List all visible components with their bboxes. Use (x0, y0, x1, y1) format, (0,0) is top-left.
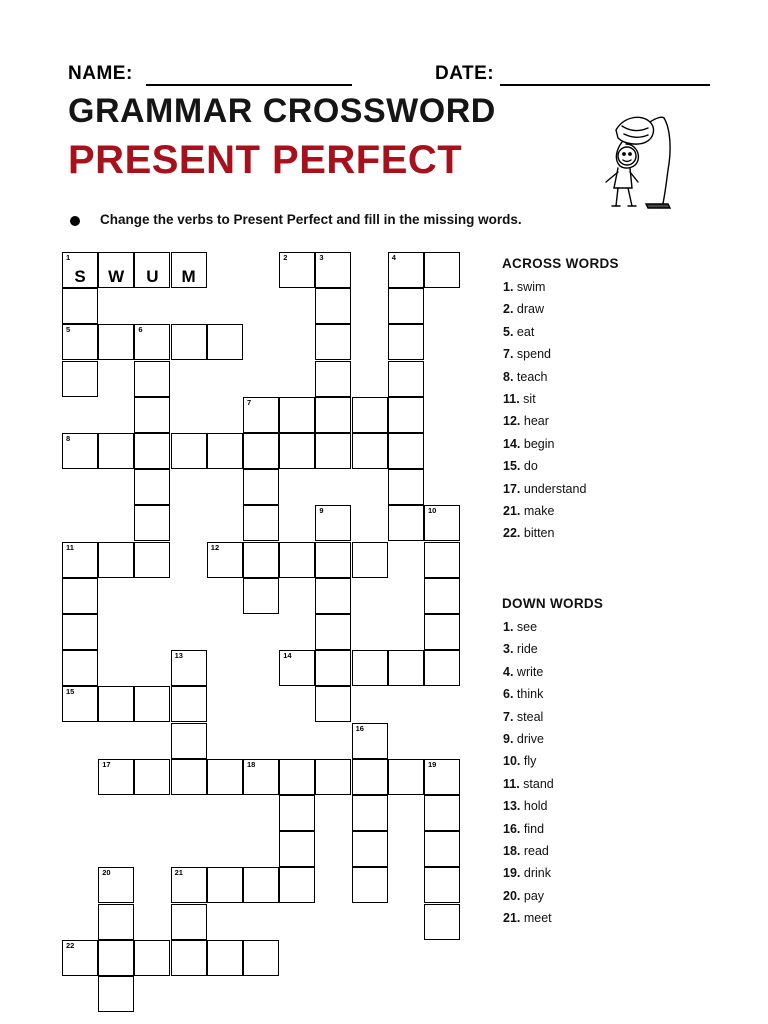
clue-item-number: 13. (503, 799, 521, 814)
crossword-cell[interactable] (171, 252, 207, 288)
clue-item (503, 280, 586, 302)
crossword-cell[interactable] (243, 759, 279, 795)
crossword-cell[interactable] (207, 542, 243, 578)
crossword-cell[interactable] (171, 759, 207, 795)
clue-item (503, 710, 554, 732)
crossword-cell[interactable] (134, 505, 170, 541)
clue-item-verb: drink (520, 866, 551, 881)
crossword-cell[interactable] (171, 867, 207, 903)
crossword-cell[interactable] (315, 686, 351, 722)
crossword-cell[interactable] (315, 288, 351, 324)
crossword-cell[interactable] (207, 867, 243, 903)
crossword-cell[interactable] (315, 324, 351, 360)
clue-number: 5 (66, 325, 71, 335)
crossword-cell[interactable] (243, 433, 279, 469)
crossword-cell[interactable] (388, 252, 424, 288)
crossword-cell[interactable] (315, 542, 351, 578)
clue-item-number: 2. (503, 302, 514, 317)
crossword-cell[interactable] (388, 650, 424, 686)
crossword-cell[interactable] (388, 433, 424, 469)
clue-item-verb: begin (520, 436, 555, 451)
clue-number: 9 (319, 506, 324, 516)
down-heading: DOWN WORDS (502, 596, 604, 611)
instruction-text: Change the verbs to Present Perfect and fill in the missing words. (100, 212, 522, 227)
clue-number: 12 (210, 542, 220, 552)
clue-item-number: 1. (503, 280, 514, 294)
crossword-cell[interactable] (315, 759, 351, 795)
clue-item (503, 822, 554, 844)
clue-item-verb: pay (520, 888, 545, 903)
clue-number: 19 (428, 759, 437, 769)
filled-letter: S (74, 267, 86, 286)
crossword-cell[interactable] (207, 433, 243, 469)
clue-number: 1 (66, 253, 71, 262)
crossword-cell[interactable] (279, 759, 315, 795)
clue-item (503, 754, 554, 776)
crossword-cell[interactable] (424, 650, 460, 686)
crossword-cell[interactable] (62, 288, 98, 324)
crossword-cell[interactable] (207, 324, 243, 360)
clue-item (503, 414, 586, 436)
filled-letter: W (108, 267, 125, 286)
crossword-cell[interactable] (279, 650, 315, 686)
clue-item (503, 459, 586, 481)
clue-item (503, 911, 554, 933)
crossword-cell[interactable] (352, 542, 388, 578)
clue-item-number: 21. (503, 503, 521, 518)
crossword-cell[interactable] (62, 940, 98, 976)
crossword-cell[interactable] (62, 361, 98, 397)
crossword-cell[interactable] (98, 940, 134, 976)
crossword-cell[interactable] (171, 433, 207, 469)
crossword-cell[interactable] (424, 578, 460, 614)
crossword-cell[interactable] (352, 723, 388, 759)
clue-item-number: 4. (503, 664, 514, 679)
clue-item-number: 20. (503, 888, 521, 903)
clue-item (503, 889, 554, 911)
clue-item-verb: sit (519, 391, 536, 406)
clue-item-verb: draw (513, 302, 545, 317)
clue-item (503, 370, 586, 392)
crossword-cell[interactable] (134, 397, 170, 433)
clue-item-verb: stand (519, 776, 554, 791)
crossword-cell[interactable] (62, 650, 98, 686)
crossword-cell[interactable] (98, 252, 134, 288)
crossword-cell[interactable] (243, 397, 279, 433)
clue-item-number: 7. (503, 709, 514, 724)
worksheet-subtitle: PRESENT PERFECT (68, 138, 463, 182)
crossword-cell[interactable] (352, 867, 388, 903)
crossword-cell[interactable] (424, 867, 460, 903)
clue-number: 3 (319, 253, 324, 262)
crossword-cell[interactable] (388, 505, 424, 541)
crossword-cell[interactable] (134, 361, 170, 397)
clue-number: 22 (66, 940, 75, 950)
clue-item-verb: think (513, 687, 544, 702)
clue-item (503, 437, 586, 459)
date-line[interactable] (500, 84, 710, 86)
clue-item-number: 1. (503, 620, 514, 634)
crossword-cell[interactable] (315, 397, 351, 433)
crossword-cell[interactable] (134, 940, 170, 976)
clue-item-number: 12. (503, 414, 521, 429)
clue-number: 8 (66, 434, 71, 443)
clue-item-number: 22. (503, 526, 521, 541)
crossword-cell[interactable] (315, 614, 351, 650)
crossword-cell[interactable] (134, 324, 170, 360)
crossword-cell[interactable] (134, 469, 170, 505)
clue-item (503, 302, 586, 324)
clue-item-number: 19. (503, 866, 521, 881)
clue-number: 4 (391, 253, 396, 262)
clue-item (503, 777, 554, 799)
crossword-cell[interactable] (279, 397, 315, 433)
crossword-cell[interactable] (352, 831, 388, 867)
down-clue-list (503, 620, 554, 933)
clue-item (503, 504, 586, 526)
crossword-cell[interactable] (279, 867, 315, 903)
crossword-cell[interactable] (98, 542, 134, 578)
crossword-cell[interactable] (62, 614, 98, 650)
crossword-cell[interactable] (171, 686, 207, 722)
crossword-cell[interactable] (279, 252, 315, 288)
crossword-cell[interactable] (424, 542, 460, 578)
clue-number: 11 (66, 542, 74, 552)
clue-item (503, 799, 554, 821)
crossword-cell[interactable] (98, 324, 134, 360)
crossword-cell[interactable] (62, 433, 98, 469)
crossword-cell[interactable] (171, 723, 207, 759)
across-heading: ACROSS WORDS (502, 256, 619, 271)
clue-item-verb: see (513, 620, 538, 634)
clue-item (503, 687, 554, 709)
clue-number: 2 (283, 253, 288, 262)
clue-item-verb: understand (520, 481, 587, 496)
clue-item (503, 347, 586, 369)
clue-item-number: 7. (503, 347, 514, 362)
clue-item-verb: meet (520, 911, 552, 926)
clue-item-verb: swim (513, 280, 546, 294)
crossword-cell[interactable] (315, 505, 351, 541)
clue-number: 10 (428, 506, 437, 516)
crossword-cell[interactable] (388, 469, 424, 505)
clue-item-number: 6. (503, 687, 514, 702)
clue-item (503, 642, 554, 664)
clue-number: 16 (355, 723, 364, 733)
crossword-cell[interactable] (171, 650, 207, 686)
crossword-cell[interactable] (134, 686, 170, 722)
clue-item-number: 16. (503, 821, 521, 836)
crossword-cell[interactable] (98, 904, 134, 940)
crossword-cell[interactable] (424, 759, 460, 795)
filled-letter: U (146, 267, 159, 286)
clue-item-verb: read (520, 843, 549, 858)
crossword-cell[interactable] (98, 759, 134, 795)
clue-item-verb: ride (513, 642, 538, 657)
date-label: DATE: (435, 63, 495, 84)
clue-item (503, 844, 554, 866)
filled-letter: M (181, 267, 196, 286)
clue-item-verb: make (520, 503, 555, 518)
crossword-cell[interactable] (98, 433, 134, 469)
clue-item (503, 866, 554, 888)
crossword-cell[interactable] (388, 288, 424, 324)
clue-number: 7 (247, 397, 252, 407)
clue-item-number: 18. (503, 843, 521, 858)
clue-item-number: 8. (503, 369, 514, 384)
crossword-cell[interactable] (279, 831, 315, 867)
crossword-cell[interactable] (352, 397, 388, 433)
clue-item-number: 21. (503, 911, 521, 926)
clue-item-verb: write (513, 664, 544, 679)
crossword-cell[interactable] (171, 324, 207, 360)
crossword-cell[interactable] (352, 795, 388, 831)
clue-item-number: 11. (503, 391, 520, 406)
clue-item-verb: spend (513, 347, 551, 362)
crossword-cell[interactable] (279, 795, 315, 831)
crossword-cell[interactable] (134, 759, 170, 795)
crossword-cell[interactable] (388, 361, 424, 397)
crossword-cell[interactable] (134, 252, 170, 288)
clue-item-number: 9. (503, 731, 514, 746)
clue-item-number: 17. (503, 481, 521, 496)
clue-number: 21 (174, 868, 183, 878)
clue-item-number: 11. (503, 776, 520, 791)
crossword-cell[interactable] (352, 650, 388, 686)
clue-item (503, 482, 586, 504)
clue-item (503, 620, 554, 642)
crossword-cell[interactable] (315, 252, 351, 288)
clue-item-verb: hear (520, 414, 549, 429)
crossword-cell[interactable] (243, 940, 279, 976)
crossword-cell[interactable] (243, 505, 279, 541)
crossword-cell[interactable] (279, 542, 315, 578)
name-label: NAME: (68, 63, 133, 84)
worksheet-title: GRAMMAR CROSSWORD (68, 92, 496, 130)
clue-item-number: 15. (503, 459, 521, 474)
crossword-cell[interactable] (207, 940, 243, 976)
crossword-cell[interactable] (279, 433, 315, 469)
name-line[interactable] (146, 84, 352, 86)
clue-item-number: 5. (503, 324, 514, 339)
clue-item-verb: bitten (520, 526, 555, 541)
clue-item (503, 526, 586, 548)
crossword-cell[interactable] (315, 433, 351, 469)
crossword-cell[interactable] (62, 578, 98, 614)
crossword-cell[interactable] (98, 686, 134, 722)
crossword-cell[interactable] (352, 759, 388, 795)
crossword-cell[interactable] (424, 904, 460, 940)
crossword-cell[interactable] (98, 867, 134, 903)
clue-item-verb: hold (520, 799, 548, 814)
crossword-cell[interactable] (171, 940, 207, 976)
clue-item-verb: do (520, 459, 538, 474)
crossword-cell[interactable] (62, 686, 98, 722)
clue-item-verb: teach (513, 369, 548, 384)
crossword-cell[interactable] (315, 578, 351, 614)
clue-number: 20 (102, 868, 111, 878)
crossword-cell[interactable] (243, 578, 279, 614)
clue-number: 13 (174, 651, 183, 661)
clue-item-number: 3. (503, 642, 514, 657)
crossword-cell[interactable] (424, 505, 460, 541)
clue-item-verb: fly (520, 754, 537, 769)
crossword-cell[interactable] (424, 831, 460, 867)
crossword-cell[interactable] (207, 759, 243, 795)
clue-number: 18 (247, 759, 256, 769)
crossword-cell[interactable] (315, 650, 351, 686)
clue-number: 14 (283, 651, 292, 661)
crossword-cell[interactable] (134, 433, 170, 469)
crossword-cell[interactable] (134, 542, 170, 578)
clue-item-verb: find (520, 821, 545, 836)
clue-item-verb: eat (513, 324, 535, 339)
clue-item (503, 732, 554, 754)
clue-item-number: 14. (503, 436, 521, 451)
clue-item (503, 392, 586, 414)
crossword-cell[interactable] (388, 397, 424, 433)
crossword-cell[interactable] (424, 614, 460, 650)
clue-item-verb: steal (513, 709, 544, 724)
crossword-cell[interactable] (388, 324, 424, 360)
bullet-icon (70, 216, 80, 226)
clue-item (503, 325, 586, 347)
clue-number: 6 (138, 325, 143, 335)
crossword-cell[interactable] (243, 469, 279, 505)
crossword-cell[interactable] (62, 542, 98, 578)
crossword-cell[interactable] (62, 324, 98, 360)
crossword-cell[interactable] (424, 252, 460, 288)
clue-item-verb: drive (513, 731, 545, 746)
clue-number: 17 (102, 759, 111, 769)
crossword-cell[interactable] (352, 433, 388, 469)
clue-item-number: 10. (503, 754, 521, 769)
crossword-cell[interactable] (388, 759, 424, 795)
clue-number: 15 (66, 687, 75, 697)
crossword-cell[interactable] (98, 976, 134, 1012)
crossword-cell[interactable] (315, 361, 351, 397)
across-clue-list (503, 280, 586, 549)
cartoon-figure-illustration (594, 108, 682, 218)
crossword-cell[interactable] (424, 795, 460, 831)
clue-item (503, 665, 554, 687)
crossword-cell[interactable] (171, 904, 207, 940)
crossword-cell[interactable] (243, 542, 279, 578)
crossword-cell[interactable] (62, 252, 98, 288)
crossword-cell[interactable] (243, 867, 279, 903)
